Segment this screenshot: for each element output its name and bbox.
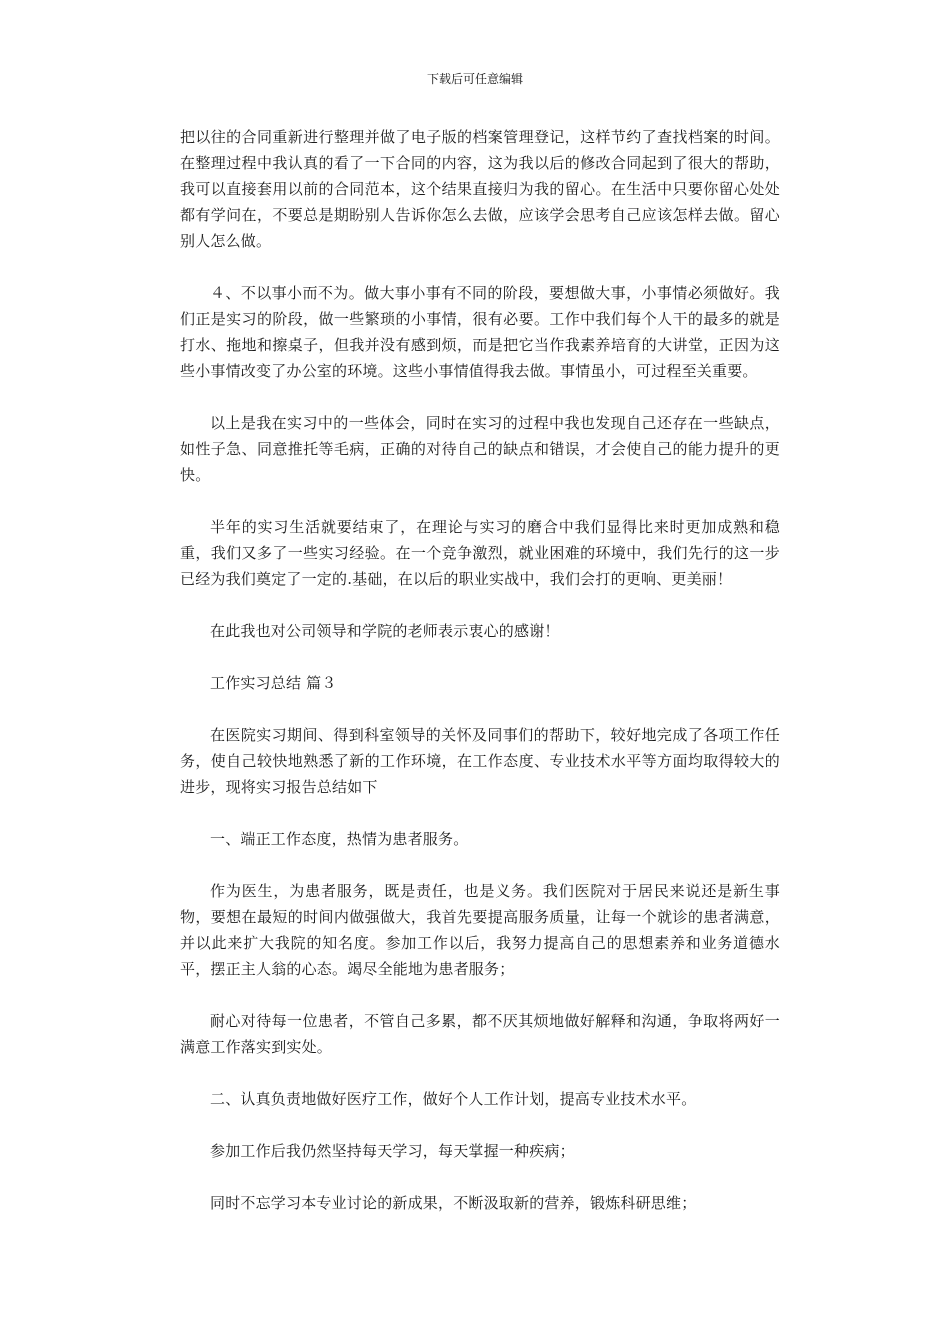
subheading-medical-work: 二、认真负责地做好医疗工作，做好个人工作计划，提高专业技术水平。 (210, 1090, 697, 1108)
page-header: 下载后可任意编辑 (426, 72, 523, 86)
paragraph-archive: 把以往的合同重新进行整理并做了电子版的档案管理登记，这样节约了查找档案的时间。在整理过程中我认真的看了一下合同的内容，这为我以后的修改合同起到了很大的帮助，我可以直接套用以前的合同范本，这个结果直接归为我的留心。在生活中只要你留心处处都有学问在，不要总是期盼别人告诉你怎么去做，应该学会思考自己应该怎样去做。留心别人怎么做。 (180, 128, 780, 250)
paragraph-point-4: ４、不以事小而不为。做大事小事有不同的阶段，要想做大事，小事情必须做好。我们正是实习的阶段，做一些繁琐的小事情，很有必要。工作中我们每个人干的最多的就是打水、拖地和擦桌子，但我并没有感到烦，而是把它当作我素养培育的大讲堂，正因为这些小事情改变了办公室的环境。这些小事情值得我去做。事情虽小，可过程至关重要。 (180, 284, 780, 380)
paragraph-doctor-service: 作为医生，为患者服务，既是责任，也是义务。我们医院对于居民来说还是新生事物，要想在最短的时间内做强做大，我首先要提高服务质量，让每一个就诊的患者满意，并以此来扩大我院的知名度。参加工作以后，我努力提高自己的思想素养和业务道德水平，摆正主人翁的心态。竭尽全能地为患者服务； (180, 882, 780, 978)
paragraph-hospital-intro: 在医院实习期间、得到科室领导的关怀及同事们的帮助下，较好地完成了各项工作任务，使自己较快地熟悉了新的工作环境，在工作态度、专业技术水平等方面均取得较大的进步，现将实习报告总结如下 (180, 726, 780, 796)
paragraph-new-research: 同时不忘学习本专业讨论的新成果，不断汲取新的营养，锻炼科研思维； (210, 1194, 697, 1212)
paragraph-reflection: 以上是我在实习中的一些体会，同时在实习的过程中我也发现自己还存在一些缺点，如性子急、同意推托等毛病，正确的对待自己的缺点和错误，才会使自己的能力提升的更快。 (180, 414, 780, 484)
paragraph-conclusion: 半年的实习生活就要结束了，在理论与实习的磨合中我们显得比来时更加成熟和稳重，我们又多了一些实习经验。在一个竞争激烈，就业困难的环境中，我们先行的这一步已经为我们奠定了一定的.基础，在以后的职业实战中，我们会打的更响、更美丽！ (180, 518, 780, 588)
section-heading-part-3: 工作实习总结 篇３ (210, 674, 337, 692)
subheading-attitude: 一、端正工作态度，热情为患者服务。 (210, 830, 469, 848)
paragraph-thanks: 在此我也对公司领导和学院的老师表示衷心的感谢！ (210, 622, 560, 640)
paragraph-patience: 耐心对待每一位患者，不管自己多累，都不厌其烦地做好解释和沟通，争取将两好一满意工作落实到实处。 (180, 1012, 780, 1056)
paragraph-daily-study: 参加工作后我仍然坚持每天学习，每天掌握一种疾病； (210, 1142, 575, 1160)
document-body (180, 124, 780, 1242)
